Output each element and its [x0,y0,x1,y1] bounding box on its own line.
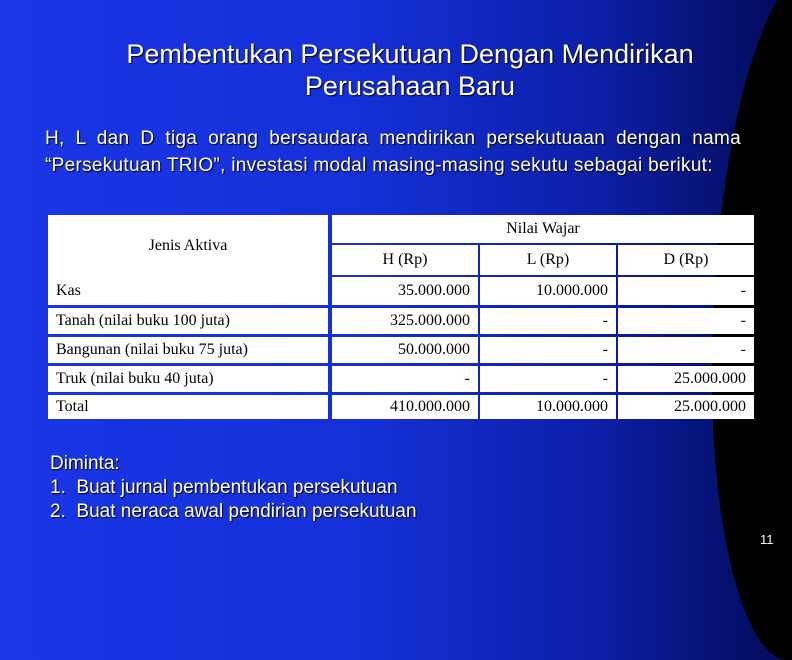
task-item: 1. Buat jurnal pembentukan persekutuan [50,477,398,498]
header-col-d: D (Rp) [618,245,754,275]
table-row-label: Total [48,395,328,419]
table-cell-l: - [480,366,616,392]
page-number: 11 [760,532,774,547]
header-nilai-wajar: Nilai Wajar [332,215,754,243]
header-col-h: H (Rp) [332,245,478,275]
table-row-label: Bangunan (nilai buku 75 juta) [48,337,328,363]
table-cell-d: - [618,277,754,305]
table-row-label: Tanah (nilai buku 100 juta) [48,308,328,334]
table-cell-h: 410.000.000 [332,395,478,419]
table-cell-l: - [480,337,616,363]
table-cell-d: - [618,337,754,363]
task-heading: Diminta: [50,453,120,474]
table-cell-l: 10.000.000 [480,395,616,419]
title-line-1: Pembentukan Persekutuan Dengan Mendirikan [126,39,694,69]
header-jenis-aktiva: Jenis Aktiva [48,215,328,277]
table-cell-h: 35.000.000 [332,277,478,305]
table-cell-h: - [332,366,478,392]
intro-paragraph: H, L dan D tiga orang bersaudara mendirikan persekutuaan dengan nama “Persekutuan TRIO”, investasi modal masing-masing sekutu sebagai berikut: [45,128,741,176]
table-row-label: Kas [48,277,328,305]
table-cell-h: 50.000.000 [332,337,478,363]
task-item: 2. Buat neraca awal pendirian persekutuan [50,501,417,522]
table-cell-l: - [480,308,616,334]
table-row-label: Truk (nilai buku 40 juta) [48,366,328,392]
slide-title [40,38,780,102]
table-cell-d: - [618,308,754,334]
table-cell-h: 325.000.000 [332,308,478,334]
header-col-l: L (Rp) [480,245,616,275]
table-cell-d: 25.000.000 [618,395,754,419]
task-list [50,452,417,524]
table-cell-l: 10.000.000 [480,277,616,305]
title-line-2: Perusahaan Baru [304,71,516,101]
table-cell-d: 25.000.000 [618,366,754,392]
